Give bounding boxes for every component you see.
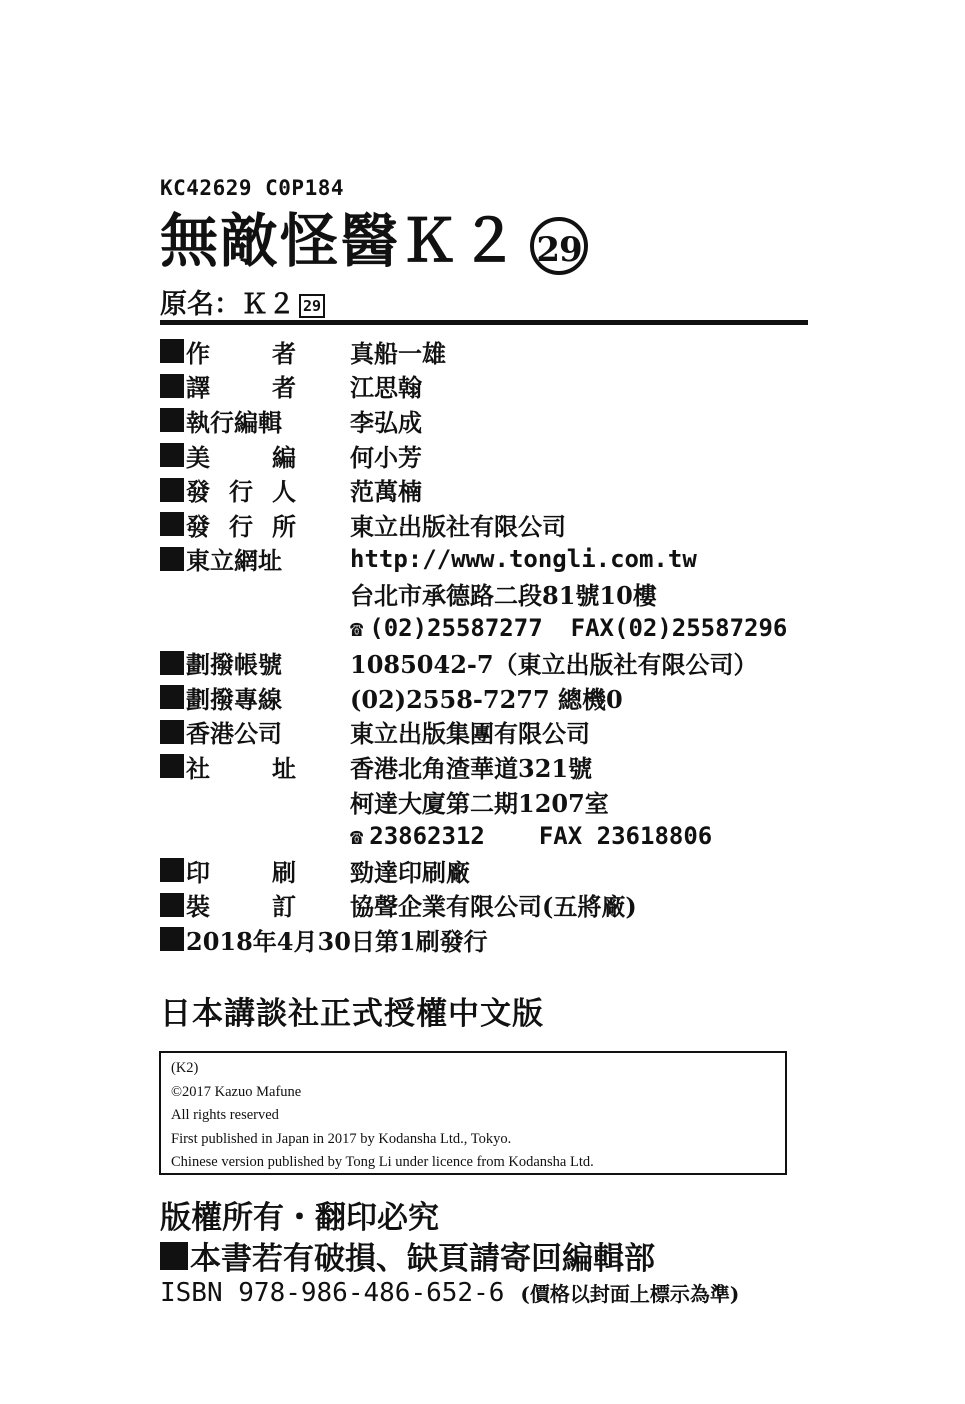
- bullet-square-icon: [160, 858, 184, 882]
- website-url: http://www.tongli.com.tw: [350, 544, 697, 573]
- rights-reserved: 版權所有・翻印必究: [160, 1200, 439, 1236]
- credit-label-char: 刷: [272, 857, 296, 887]
- credit-row-art-editor: [160, 438, 810, 473]
- credit-row-publisher-person: [160, 472, 810, 507]
- credit-label: 劃撥帳號: [186, 650, 282, 680]
- damage-notice-text: 本書若有破損、缺頁請寄回編輯部: [190, 1241, 655, 1277]
- copyright-line: (K2): [171, 1060, 199, 1076]
- credit-row-website: [160, 542, 810, 577]
- original-title: [160, 282, 325, 321]
- credit-row-hk-company: [160, 715, 810, 750]
- bullet-square-icon: [160, 893, 184, 917]
- volume-circle: 29: [530, 217, 588, 275]
- credit-row-postal-line: [160, 680, 810, 715]
- bullet-square-icon: [160, 547, 184, 571]
- credit-label-char: 裝: [186, 892, 210, 922]
- credit-value: 勁達印刷廠: [350, 857, 470, 887]
- credit-row-postal-account: [160, 645, 810, 680]
- taipei-phone: (02)25587277: [369, 614, 543, 643]
- credit-value: 香港北角渣華道321號: [350, 753, 593, 783]
- bullet-spacer: [160, 789, 184, 813]
- publish-date-row: [160, 922, 810, 957]
- hk-address-line2-row: [160, 784, 810, 819]
- credit-value: (02)2558-7277 總機0: [350, 684, 623, 714]
- credit-value: 范萬楠: [350, 477, 422, 507]
- credit-label-char: 者: [272, 338, 296, 368]
- telephone-icon: ☎: [350, 824, 364, 850]
- taipei-address: 台北市承德路二段81號10樓: [350, 580, 657, 610]
- credit-label: 東立網址: [186, 546, 282, 576]
- credit-label-char: 美: [186, 442, 210, 472]
- publish-date: 2018年4月30日第1刷發行: [186, 926, 488, 956]
- copyright-line: First published in Japan in 2017 by Kodansha Ltd., Tokyo.: [171, 1130, 512, 1147]
- bullet-square-icon: [160, 512, 184, 536]
- credit-label: [186, 749, 296, 784]
- credit-label-char: 作: [186, 338, 210, 368]
- bullet-spacer: [160, 824, 184, 848]
- hk-contact: [350, 822, 810, 850]
- credit-label: [186, 368, 296, 403]
- telephone-icon: ☎: [350, 617, 364, 643]
- credit-label-char: 行: [229, 511, 253, 541]
- damage-notice: [160, 1233, 655, 1278]
- credit-label-char: 者: [272, 373, 296, 403]
- isbn-line: [160, 1278, 739, 1308]
- credit-row-binder: [160, 888, 810, 923]
- credit-row-hk-address: [160, 749, 810, 784]
- credit-row-author: [160, 334, 810, 369]
- credit-value: 真船一雄: [350, 338, 446, 368]
- book-title: [160, 207, 588, 275]
- taipei-address-row: [160, 576, 810, 611]
- credit-value: 東立出版集團有限公司: [350, 719, 590, 749]
- credit-label: [186, 853, 296, 888]
- credits-list: [160, 334, 810, 957]
- credit-label-char: 發: [186, 511, 210, 541]
- taipei-fax: FAX(02)25587296: [570, 614, 788, 643]
- authorization-statement: 日本講談社正式授權中文版: [160, 996, 544, 1032]
- credit-label: [186, 334, 296, 369]
- credit-label-char: 址: [272, 753, 296, 783]
- credit-label: 香港公司: [186, 719, 282, 749]
- taipei-contact-row: [160, 611, 810, 646]
- hk-address-line2: 柯達大廈第二期1207室: [350, 788, 609, 818]
- price-note: (價格以封面上標示為準): [520, 1282, 740, 1306]
- credit-label: [186, 887, 296, 922]
- bullet-square-icon: [160, 339, 184, 363]
- product-code: KC42629 C0P184: [160, 176, 345, 200]
- credit-row-publisher: [160, 507, 810, 542]
- credit-label: [186, 472, 296, 507]
- credit-label: [186, 507, 296, 542]
- copyright-line: ©2017 Kazuo Mafune: [171, 1083, 302, 1100]
- bullet-square-icon: [160, 374, 184, 398]
- bullet-square-icon: [160, 408, 184, 432]
- copyright-line: All rights reserved: [171, 1107, 279, 1123]
- copyright-box: [159, 1051, 787, 1175]
- credit-label-char: 印: [186, 857, 210, 887]
- credit-label-char: 訂: [272, 892, 296, 922]
- bullet-square-icon: [160, 754, 184, 778]
- original-volume-box: 29: [299, 294, 325, 318]
- credit-label-char: 人: [272, 477, 296, 507]
- credit-label-char: 社: [186, 753, 210, 783]
- credit-value: 1085042-7（東立出版社有限公司）: [350, 650, 758, 680]
- copyright-line: Chinese version published by Tong Li under licence from Kodansha Ltd.: [171, 1154, 594, 1170]
- credit-label-char: 譯: [186, 373, 210, 403]
- bullet-square-icon: [160, 927, 184, 951]
- credit-value: 何小芳: [350, 442, 422, 472]
- credit-row-translator: [160, 369, 810, 404]
- title-divider: [160, 320, 808, 325]
- hk-contact-row: [160, 818, 810, 853]
- credit-label-char: 編: [272, 442, 296, 472]
- bullet-square-icon: [160, 478, 184, 502]
- credit-value: 江思翰: [350, 373, 422, 403]
- credit-row-printer: [160, 853, 810, 888]
- credit-value: 李弘成: [350, 407, 422, 437]
- credit-row-editor: [160, 403, 810, 438]
- bullet-square-icon: [160, 1242, 188, 1270]
- credit-value: 東立出版社有限公司: [350, 511, 566, 541]
- isbn-number: ISBN 978-986-486-652-6: [160, 1278, 505, 1308]
- credit-label-char: 發: [186, 477, 210, 507]
- bullet-spacer: [160, 581, 184, 605]
- bullet-spacer: [160, 616, 184, 640]
- credit-label: 執行編輯: [186, 407, 282, 437]
- taipei-contact: [350, 614, 810, 642]
- hk-fax: FAX 23618806: [538, 821, 713, 850]
- credit-label-char: 所: [272, 511, 296, 541]
- bullet-square-icon: [160, 651, 184, 675]
- credit-value: 協聲企業有限公司(五將廠): [350, 892, 637, 922]
- bullet-square-icon: [160, 685, 184, 709]
- credit-label-char: 行: [229, 477, 253, 507]
- bullet-square-icon: [160, 720, 184, 744]
- credit-label: [186, 438, 296, 473]
- credit-label: 劃撥專線: [186, 684, 282, 714]
- original-title-label: 原名：Ｋ２: [160, 289, 295, 320]
- bullet-square-icon: [160, 443, 184, 467]
- hk-phone: 23862312: [369, 821, 485, 850]
- book-title-main: 無敵怪醫Ｋ２: [160, 207, 521, 275]
